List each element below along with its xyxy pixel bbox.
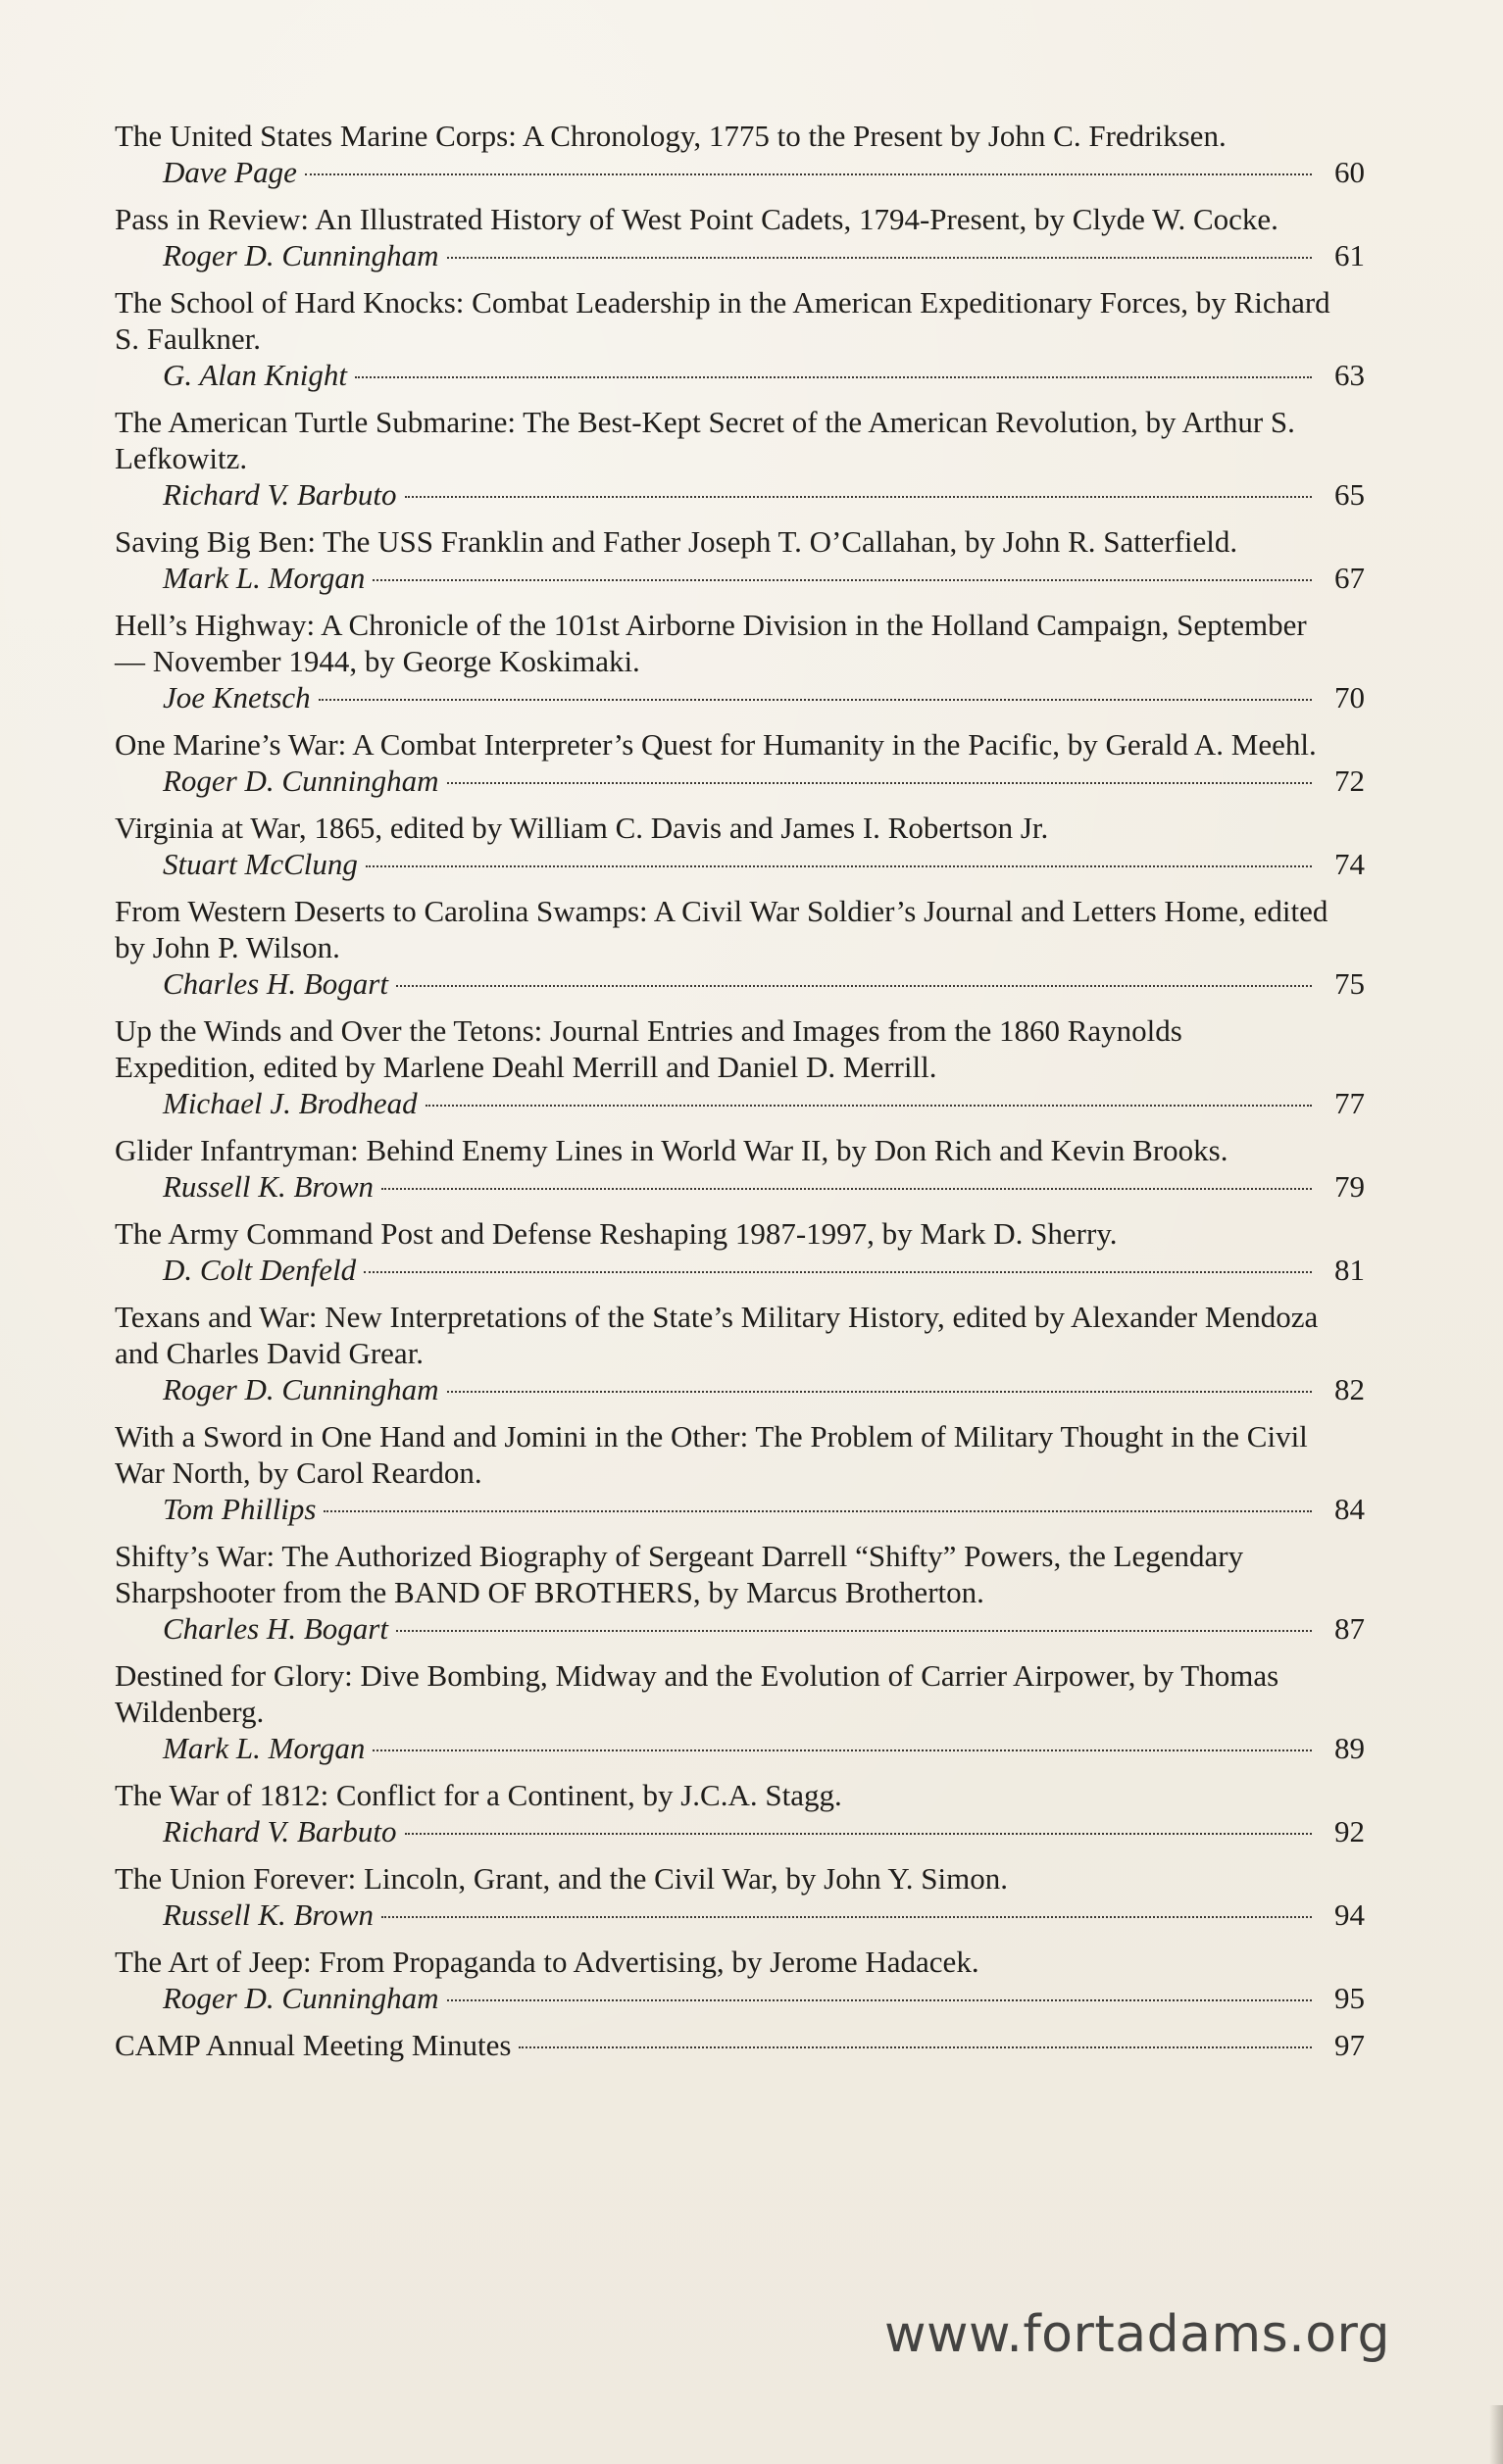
- dot-leader: [405, 1833, 1312, 1835]
- entry-page-number: 75: [1334, 966, 1365, 1001]
- toc-entry: [115, 118, 1365, 195]
- entry-title: Destined for Glory: Dive Bombing, Midway and the Evolution of Carrier Airpower, by Thomas Wildenberg.: [115, 1658, 1279, 1729]
- entry-reviewer: Mark L. Morgan: [163, 561, 366, 595]
- entry-reviewer: Dave Page: [163, 155, 297, 189]
- dot-leader: [305, 173, 1312, 175]
- dot-leader: [319, 699, 1312, 701]
- entry-reviewer-line: [115, 1897, 1365, 1938]
- entry-title: Texans and War: New Interpretations of the State’s Military History, edited by Alexander Mendoza and Charles David Grear.: [115, 1300, 1319, 1370]
- entry-reviewer: Roger D. Cunningham: [163, 1372, 439, 1406]
- toc-entry: [115, 1860, 1365, 1938]
- entry-reviewer-line: [115, 357, 1365, 398]
- toc-entry: [115, 893, 1365, 1007]
- entry-page-number: 92: [1334, 1814, 1365, 1848]
- dot-leader: [396, 985, 1312, 987]
- entry-page-number: 81: [1334, 1253, 1365, 1287]
- entry-reviewer: Mark L. Morgan: [163, 1731, 366, 1765]
- entry-reviewer-line: [115, 1371, 1365, 1412]
- entry-reviewer-line: [115, 1252, 1365, 1293]
- dot-leader: [373, 579, 1312, 581]
- toc-entry: [115, 523, 1365, 601]
- dot-leader: [324, 1510, 1312, 1512]
- entry-reviewer-line: [115, 476, 1365, 517]
- entry-reviewer: Richard V. Barbuto: [163, 477, 397, 512]
- entry-page-number: 82: [1334, 1372, 1365, 1406]
- toc-entry-final: [115, 2027, 1365, 2068]
- entry-reviewer: Tom Phillips: [163, 1492, 317, 1526]
- final-entry-label: CAMP Annual Meeting Minutes: [115, 2028, 512, 2062]
- entry-reviewer: Joe Knetsch: [163, 680, 311, 715]
- toc-entry: [115, 1012, 1365, 1126]
- page-edge-shadow: [1489, 2405, 1503, 2464]
- entry-title: From Western Deserts to Carolina Swamps: A Civil War Soldier’s Journal and Letters Home, edited by John P. Wilson.: [115, 894, 1328, 964]
- dot-leader: [447, 1999, 1312, 2001]
- entry-page-number: 63: [1334, 358, 1365, 392]
- entry-reviewer-line: [115, 1168, 1365, 1209]
- dot-leader: [355, 376, 1312, 378]
- dot-leader: [366, 865, 1312, 867]
- entry-reviewer-line: [115, 965, 1365, 1007]
- entry-page-number: 94: [1334, 1897, 1365, 1932]
- toc-entry: [115, 1777, 1365, 1854]
- dot-leader: [405, 496, 1312, 498]
- entry-title: Up the Winds and Over the Tetons: Journal Entries and Images from the 1860 Raynolds Expedition, edited by Marlene Deahl Merrill and Daniel D. Merrill.: [115, 1013, 1182, 1084]
- dot-leader: [373, 1749, 1312, 1751]
- entry-reviewer-line: [115, 1813, 1365, 1854]
- entry-page-number: 60: [1334, 155, 1365, 189]
- toc-entry: [115, 284, 1365, 398]
- entry-reviewer: Roger D. Cunningham: [163, 764, 439, 798]
- dot-leader: [447, 257, 1312, 259]
- entry-title: Virginia at War, 1865, edited by William C. Davis and James I. Robertson Jr.: [115, 811, 1049, 845]
- entry-reviewer: Roger D. Cunningham: [163, 1981, 439, 2015]
- entry-page-number: 89: [1334, 1731, 1365, 1765]
- entry-title: One Marine’s War: A Combat Interpreter’s Quest for Humanity in the Pacific, by Gerald A. Meehl.: [115, 727, 1317, 762]
- toc-entry: [115, 726, 1365, 804]
- entry-title: The United States Marine Corps: A Chronology, 1775 to the Present by John C. Fredriksen.: [115, 119, 1227, 153]
- entry-reviewer: Russell K. Brown: [163, 1897, 375, 1932]
- entry-reviewer: Richard V. Barbuto: [163, 1814, 397, 1848]
- entry-reviewer-line: [115, 1730, 1365, 1771]
- entry-reviewer: Stuart McClung: [163, 847, 358, 881]
- entry-title: Pass in Review: An Illustrated History of West Point Cadets, 1794-Present, by Clyde W. Cocke.: [115, 202, 1278, 236]
- dot-leader: [447, 782, 1312, 784]
- entry-title: The American Turtle Submarine: The Best-Kept Secret of the American Revolution, by Arthur S. Lefkowitz.: [115, 405, 1295, 475]
- entry-reviewer: Roger D. Cunningham: [163, 238, 439, 272]
- entry-reviewer-line: [115, 154, 1365, 195]
- toc-entry: [115, 201, 1365, 278]
- entry-reviewer-line: [115, 846, 1365, 887]
- entry-reviewer: Charles H. Bogart: [163, 1611, 388, 1646]
- toc-entry: [115, 1299, 1365, 1412]
- entry-title: Shifty’s War: The Authorized Biography of Sergeant Darrell “Shifty” Powers, the Legendary Sharpshooter from the BAND OF BROTHERS, by Marcus Brotherton.: [115, 1539, 1244, 1609]
- entry-title: The War of 1812: Conflict for a Continent, by J.C.A. Stagg.: [115, 1778, 842, 1812]
- entry-title: Hell’s Highway: A Chronicle of the 101st Airborne Division in the Holland Campaign, September — November 1944, by George Koskimaki.: [115, 608, 1307, 678]
- entry-title: Glider Infantryman: Behind Enemy Lines in World War II, by Don Rich and Kevin Brooks.: [115, 1133, 1228, 1167]
- entry-title: The Army Command Post and Defense Reshaping 1987-1997, by Mark D. Sherry.: [115, 1216, 1118, 1251]
- entry-title: The Art of Jeep: From Propaganda to Advertising, by Jerome Hadacek.: [115, 1945, 979, 1979]
- entry-reviewer-line: [115, 1610, 1365, 1651]
- toc-entry: [115, 810, 1365, 887]
- toc-entry: [115, 1215, 1365, 1293]
- toc-entry: [115, 1944, 1365, 2021]
- entry-title: Saving Big Ben: The USS Franklin and Father Joseph T. O’Callahan, by John R. Satterfield.: [115, 524, 1238, 559]
- entry-reviewer: Charles H. Bogart: [163, 966, 388, 1001]
- dot-leader: [519, 2046, 1312, 2048]
- entry-reviewer: D. Colt Denfeld: [163, 1253, 357, 1287]
- entry-page-number: 84: [1334, 1492, 1365, 1526]
- entry-reviewer-line: [115, 763, 1365, 804]
- watermark-text: www.fortadams.org: [884, 2305, 1391, 2364]
- entry-title: The School of Hard Knocks: Combat Leadership in the American Expeditionary Forces, by Richard S. Faulkner.: [115, 285, 1330, 356]
- table-of-contents: [115, 118, 1365, 2074]
- entry-reviewer: Russell K. Brown: [163, 1169, 375, 1204]
- toc-entry: [115, 1657, 1365, 1771]
- toc-entry: [115, 607, 1365, 720]
- entry-page-number: 77: [1334, 1086, 1365, 1120]
- entry-reviewer-line: [115, 679, 1365, 720]
- entry-reviewer: Michael J. Brodhead: [163, 1086, 418, 1120]
- entry-title: With a Sword in One Hand and Jomini in the Other: The Problem of Military Thought in the Civil War North, by Carol Reardon.: [115, 1419, 1308, 1490]
- entry-reviewer-line: [115, 560, 1365, 601]
- dot-leader: [396, 1630, 1312, 1632]
- toc-entry: [115, 404, 1365, 517]
- entry-page-number: 61: [1334, 238, 1365, 272]
- final-entry-page-number: 97: [1334, 2028, 1365, 2062]
- toc-entry: [115, 1418, 1365, 1532]
- entry-reviewer-line: [115, 1980, 1365, 2021]
- entry-page-number: 70: [1334, 680, 1365, 715]
- entry-page-number: 67: [1334, 561, 1365, 595]
- entry-page-number: 74: [1334, 847, 1365, 881]
- entry-page-number: 65: [1334, 477, 1365, 512]
- entry-page-number: 87: [1334, 1611, 1365, 1646]
- entry-reviewer-line: [115, 1085, 1365, 1126]
- entry-page-number: 95: [1334, 1981, 1365, 2015]
- dot-leader: [381, 1188, 1312, 1190]
- dot-leader: [364, 1271, 1312, 1273]
- entry-title: The Union Forever: Lincoln, Grant, and the Civil War, by John Y. Simon.: [115, 1861, 1008, 1896]
- entry-reviewer: G. Alan Knight: [163, 358, 348, 392]
- entry-reviewer-line: [115, 237, 1365, 278]
- toc-entry: [115, 1132, 1365, 1209]
- entry-page-number: 72: [1334, 764, 1365, 798]
- dot-leader: [381, 1916, 1312, 1918]
- dot-leader: [426, 1105, 1312, 1107]
- entry-page-number: 79: [1334, 1169, 1365, 1204]
- entry-reviewer-line: [115, 1491, 1365, 1532]
- final-entry-line: [115, 2027, 1365, 2068]
- toc-entry: [115, 1538, 1365, 1651]
- dot-leader: [447, 1391, 1312, 1393]
